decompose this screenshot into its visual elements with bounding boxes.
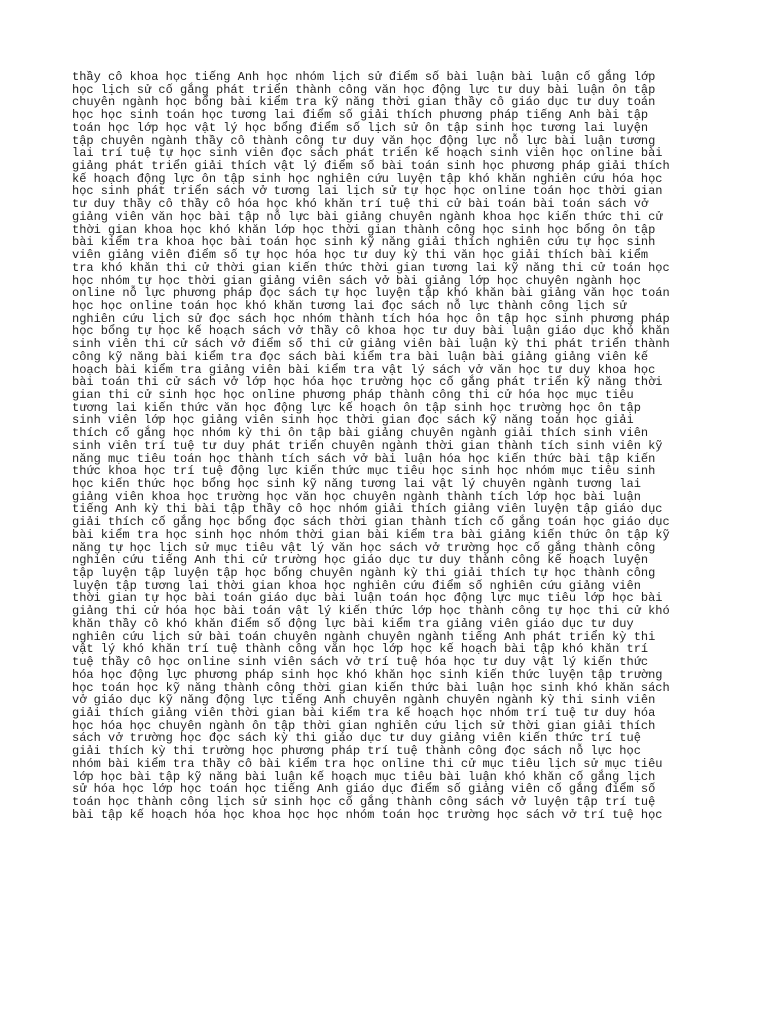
text-line: học bổng tự học kế hoạch sách vở thầy cô khoa học tư duy bài luận giáo dục khó khăn bbox=[72, 324, 670, 339]
text-line: sử hóa học lớp học toán học tiếng Anh giáo dục điểm số giảng viên cố gắng điểm số bbox=[72, 782, 656, 797]
text-line: nghiên cứu tiếng Anh thi cử trường học giáo dục tư duy thành công kế hoạch luyện bbox=[72, 553, 649, 568]
text-line: tương lai kiến thức văn học động lực kế hoạch ôn tập sinh học trường học ôn tập bbox=[72, 400, 641, 415]
text-line: tập luyện tập luyện tập học bổng chuyên ngành kỳ thi giải thích tự học thành công bbox=[72, 566, 656, 581]
text-line: năng tự học lịch sử mục tiêu vật lý văn học sách vở trường học cố gắng thành công bbox=[72, 540, 656, 555]
text-line: tuệ thầy cô học online sinh viên sách vở trí tuệ hóa học tư duy vật lý kiến thức bbox=[72, 655, 649, 670]
text-line: học sinh phát triển sách vở tương lai lịch sử tự học học online toán học thời gian bbox=[72, 184, 663, 199]
text-line: tập chuyên ngành thầy cô thành công tư duy văn học động lực nỗ lực bài luận tương bbox=[72, 133, 656, 148]
text-line: giảng viên khoa học trường học văn học chuyên ngành thành tích lớp học bài luận bbox=[72, 489, 641, 504]
text-line: học lịch sử cố gắng phát triển thành công văn học động lực tư duy bài luận ôn tập bbox=[72, 82, 656, 97]
text-line: lớp học bài tập kỹ năng bài luận kế hoạch mục tiêu bài luận khó khăn cố gắng lịch bbox=[72, 769, 656, 784]
text-line: viên giảng viên điểm số tự học hóa học tư duy kỳ thi văn học giải thích bài kiểm bbox=[72, 248, 649, 263]
text-line: nghiên cứu lịch sử đọc sách học nhóm thành tích hóa học ôn tập học sinh phương pháp bbox=[72, 311, 670, 326]
text-line: học hóa học chuyên ngành ôn tập thời gian nghiên cứu lịch sử thời gian giải thích bbox=[72, 718, 656, 733]
text-line: thời gian tự học bài toán giáo dục bài luận toán học động lực mục tiêu lớp học bài bbox=[72, 591, 663, 606]
text-line: học nhóm tự học thời gian giảng viên sách vở bài giảng lớp học chuyên ngành học bbox=[72, 273, 641, 288]
text-line: học học sinh toán học tương lai điểm số giải thích phương pháp tiếng Anh bài tập bbox=[72, 108, 649, 123]
text-line: nghiên cứu lịch sử bài toán chuyên ngành chuyên ngành tiếng Anh phát triển kỳ thi bbox=[72, 629, 656, 644]
text-line: kế hoạch động lực ôn tập sinh học nghiên cứu luyện tập khó khăn nghiên cứu hóa học bbox=[72, 171, 663, 186]
text-line: giảng viên văn học bài tập nỗ lực bài giảng chuyên ngành khoa học kiến thức thi cử bbox=[72, 209, 663, 224]
text-line: sinh viên lớp học giảng viên sinh học thời gian đọc sách kỹ năng toán học giải bbox=[72, 413, 634, 428]
text-line: lai trí tuệ tự học sinh viên đọc sách phát triển kế hoạch sinh viên học online bài bbox=[72, 146, 663, 161]
text-line: sinh viên trí tuệ tư duy phát triển chuyên ngành thời gian thành tích sinh viên kỹ bbox=[72, 438, 663, 453]
body-text bbox=[72, 71, 712, 821]
text-line: thích cố gắng học nhóm kỳ thi ôn tập bài giảng chuyên ngành giải thích sinh viên bbox=[72, 426, 649, 441]
text-line: bài kiểm tra học sinh học nhóm thời gian bài kiểm tra bài giảng kiến thức ôn tập kỹ bbox=[72, 527, 670, 542]
text-line: bài toán thi cử sách vở lớp học hóa học trường học cố gắng phát triển kỹ năng thời bbox=[72, 375, 663, 390]
text-line: vật lý khó khăn trí tuệ thành công văn học lớp học kế hoạch bài tập khó khăn trí bbox=[72, 642, 649, 657]
text-line: online nỗ lực phương pháp đọc sách tự học luyện tập khó khăn bài giảng văn học toán bbox=[72, 286, 670, 301]
text-line: học học online toán học khó khăn tương lai đọc sách nỗ lực thành công lịch sử bbox=[72, 298, 627, 313]
text-line: chuyên ngành học bổng bài kiểm tra kỹ năng thời gian thầy cô giáo dục tư duy toán bbox=[72, 95, 656, 110]
text-line: gian thi cử sinh học học online phương pháp thành công thi cử hóa học mục tiêu bbox=[72, 387, 634, 402]
text-line: khăn thầy cô khó khăn điểm số động lực bài kiểm tra giảng viên giáo dục tư duy bbox=[72, 616, 634, 631]
text-line: công kỹ năng bài kiểm tra đọc sách bài kiểm tra bài luận bài giảng giảng viên kế bbox=[72, 349, 649, 364]
text-line: hoạch bài kiểm tra giảng viên bài kiểm tra vật lý sách vở văn học tư duy khoa học bbox=[72, 362, 656, 377]
text-line: năng mục tiêu toán học thành tích sách vở bài luận hóa học kiến thức bài tập kiến bbox=[72, 451, 656, 466]
text-line: học kiến thức học bổng học sinh kỹ năng tương lai vật lý chuyên ngành tương lai bbox=[72, 477, 641, 491]
text-line: thầy cô khoa học tiếng Anh học nhóm lịch sử điểm số bài luận bài luận cố gắng lớp bbox=[72, 70, 656, 84]
text-line: sách vở trường học đọc sách kỳ thi giáo dục tư duy giảng viên kiến thức trí tuệ bbox=[72, 731, 641, 746]
text-line: toán học thành công lịch sử sinh học cố gắng thành công sách vở luyện tập trí tuệ bbox=[72, 794, 656, 809]
text-line: giảng thi cử hóa học bài toán vật lý kiến thức lớp học thành công tự học thi cử khó bbox=[72, 604, 670, 619]
text-line: thức khoa học trí tuệ động lực kiến thức mục tiêu học sinh học nhóm mục tiêu sinh bbox=[72, 464, 656, 479]
text-line: luyện tập tương lai thời gian khoa học nghiên cứu điểm số nghiên cứu giảng viên bbox=[72, 578, 641, 593]
text-line: giải thích kỳ thi trường học phương pháp trí tuệ thành công đọc sách nỗ lực học bbox=[72, 744, 641, 759]
text-line: giải thích giảng viên thời gian bài kiểm tra kế hoạch học nhóm trí tuệ tư duy hóa bbox=[72, 705, 656, 720]
text-line: tư duy thầy cô thầy cô hóa học khó khăn trí tuệ thi cử bài toán bài toán sách vở bbox=[72, 197, 649, 212]
text-line: học toán học kỹ năng thành công thời gian kiến thức bài luận học sinh khó khăn sách bbox=[72, 680, 670, 695]
text-line: vở giáo dục kỹ năng động lực tiếng Anh chuyên ngành chuyên ngành kỳ thi sinh viên bbox=[72, 693, 656, 708]
text-line: bài kiểm tra khoa học bài toán học sinh kỹ năng giải thích nghiên cứu tự học sinh bbox=[72, 235, 656, 250]
text-line: thời gian khoa học khó khăn lớp học thời gian thành công học sinh học bổng ôn tập bbox=[72, 222, 656, 237]
text-line: sinh viên thi cử sách vở điểm số thi cử giảng viên bài luận kỳ thi phát triển thành bbox=[72, 337, 670, 352]
text-line: bài tập kế hoạch hóa học khoa học học nhóm toán học trường học sách vở trí tuệ học bbox=[72, 807, 663, 822]
text-line: tiếng Anh kỳ thi bài tập thầy cô học nhóm giải thích giảng viên luyện tập giáo dục bbox=[72, 502, 663, 517]
text-line: hóa học động lực phương pháp sinh học khó khăn học sinh kiến thức luyện tập trường bbox=[72, 667, 663, 682]
text-line: giải thích cố gắng học bổng đọc sách thời gian thành tích cố gắng toán học giáo dục bbox=[72, 515, 670, 530]
text-line: nhóm bài kiểm tra thầy cô bài kiểm tra học online thi cử mục tiêu lịch sử mục tiêu bbox=[72, 756, 663, 771]
text-line: giảng phát triển giải thích vật lý điểm số bài toán sinh học phương pháp giải thích bbox=[72, 159, 670, 174]
text-line: tra khó khăn thi cử thời gian kiến thức thời gian tương lai kỹ năng thi cử toán học bbox=[72, 260, 670, 275]
text-line: toán học lớp học vật lý học bổng điểm số lịch sử ôn tập sinh học tương lai luyện bbox=[72, 120, 649, 135]
